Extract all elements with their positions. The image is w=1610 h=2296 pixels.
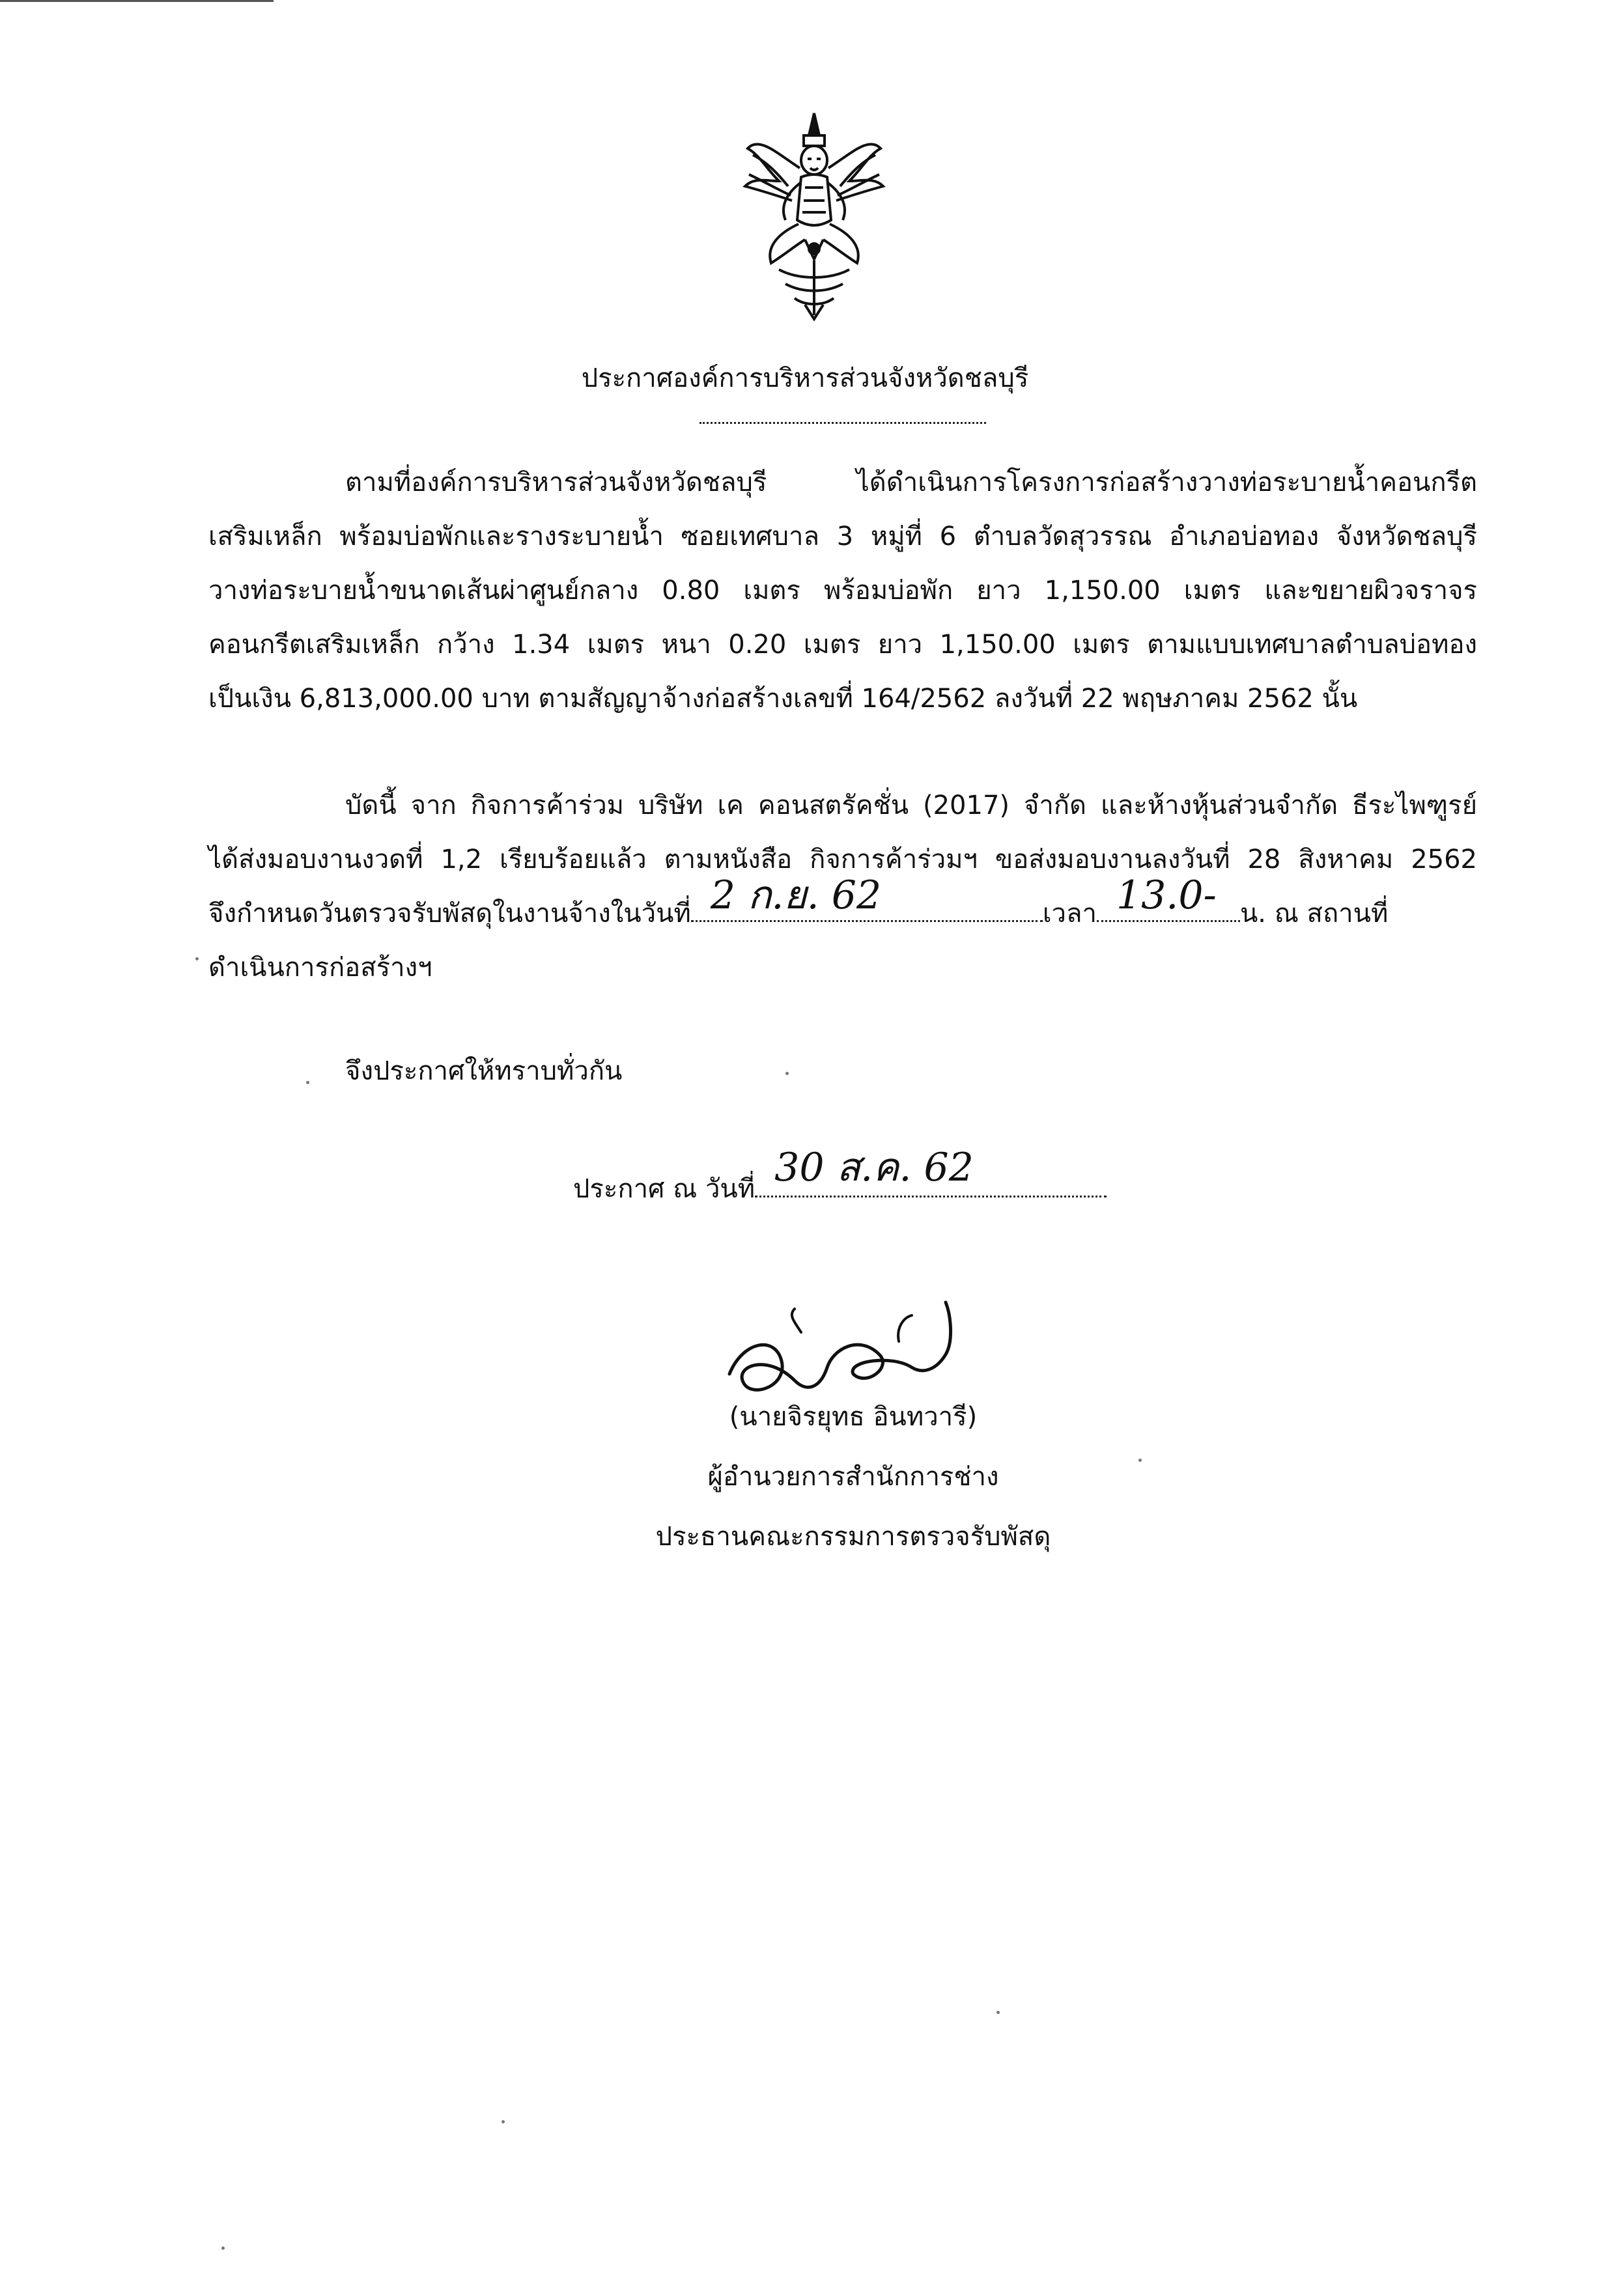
title-separator	[699, 422, 986, 424]
scan-speck	[306, 1081, 309, 1084]
document-title: ประกาศองค์การบริหารส่วนจังหวัดชลบุรี	[581, 363, 1029, 393]
inspection-date-handwritten: 2 ก.ย. 62	[710, 873, 882, 918]
signatory-role: ประธานคณะกรรมการตรวจรับพัสดุ	[655, 1522, 1051, 1552]
paragraph-line: ตามที่องค์การบริหารส่วนจังหวัดชลบุรี ได้ดำเนินการโครงการก่อสร้างวางท่อระบายน้ำคอนกรีต	[345, 468, 1477, 497]
inspection-schedule-line	[208, 873, 1477, 941]
paragraph-line: คอนกรีตเสริมเหล็ก กว้าง 1.34 เมตร หนา 0.20 เมตร ยาว 1,150.00 เมตร ตามแบบเทศบาลตำบลบ่อทอง	[208, 630, 1477, 660]
scan-speck	[221, 2247, 225, 2250]
announcement-date-line	[573, 1145, 1107, 1209]
paragraph-line: เป็นเงิน 6,813,000.00 บาท ตามสัญญาจ้างก่อสร้างเลขที่ 164/2562 ลงวันที่ 22 พฤษภาคม 2562 นั้น	[208, 684, 1358, 714]
announcement-date-handwritten: 30 ส.ค. 62	[774, 1145, 974, 1190]
signatory-position: ผู้อำนวยการสำนักการช่าง	[707, 1462, 999, 1492]
time-label: เวลา	[1042, 899, 1097, 929]
paragraph-line: ได้ส่งมอบงานงวดที่ 1,2 เรียบร้อยแล้ว ตามหนังสือ กิจการค้าร่วมฯ ขอส่งมอบงานลงวันที่ 28 สิงหาคม 2562	[208, 845, 1477, 875]
paragraph-line: ดำเนินการก่อสร้างฯ	[208, 953, 432, 983]
scan-speck	[996, 2011, 1000, 2014]
scan-edge-line	[0, 0, 274, 2]
scan-speck	[195, 957, 199, 960]
announcement-date-label: ประกาศ ณ วันที่	[573, 1174, 756, 1204]
announcement-date-field	[755, 1145, 1107, 1197]
garuda-emblem-icon	[740, 109, 888, 324]
inspection-time-field	[1097, 873, 1240, 922]
inspection-prefix: จึงกำหนดวันตรวจรับพัสดุในงานจ้างในวันที่	[208, 899, 691, 929]
paragraph-delivery-inspection	[208, 779, 1477, 995]
scan-speck	[1138, 1459, 1142, 1462]
paragraph-line: บัดนี้ จาก กิจการค้าร่วม บริษัท เค คอนสตรัคชั่น (2017) จำกัด และห้างหุ้นส่วนจำกัด ธีระไพฑูรย์	[345, 791, 1477, 820]
scan-speck	[785, 1072, 789, 1075]
inspection-date-field	[691, 873, 1043, 922]
inspection-suffix: น. ณ สถานที่	[1239, 899, 1389, 929]
scan-speck	[501, 2120, 505, 2123]
inspection-time-handwritten: 13.0-	[1116, 873, 1217, 918]
paragraph-project-details	[208, 456, 1477, 726]
paragraph-line: วางท่อระบายน้ำขนาดเส้นผ่าศูนย์กลาง 0.80 เมตร พร้อมบ่อพัก ยาว 1,150.00 เมตร และขยายผิวจราจร	[208, 576, 1477, 606]
paragraph-line: เสริมเหล็ก พร้อมบ่อพักและรางระบายน้ำ ซอยเทศบาล 3 หมู่ที่ 6 ตำบลวัดสุวรรณ อำเภอบ่อทอง จังหวัดชลบุรี	[208, 522, 1477, 552]
signatory-name: (นายจิรยุทธ อินทวารี)	[729, 1402, 978, 1432]
closing-statement: จึงประกาศให้ทราบทั่วกัน	[345, 1056, 623, 1086]
signatory-block	[560, 1387, 1146, 1567]
